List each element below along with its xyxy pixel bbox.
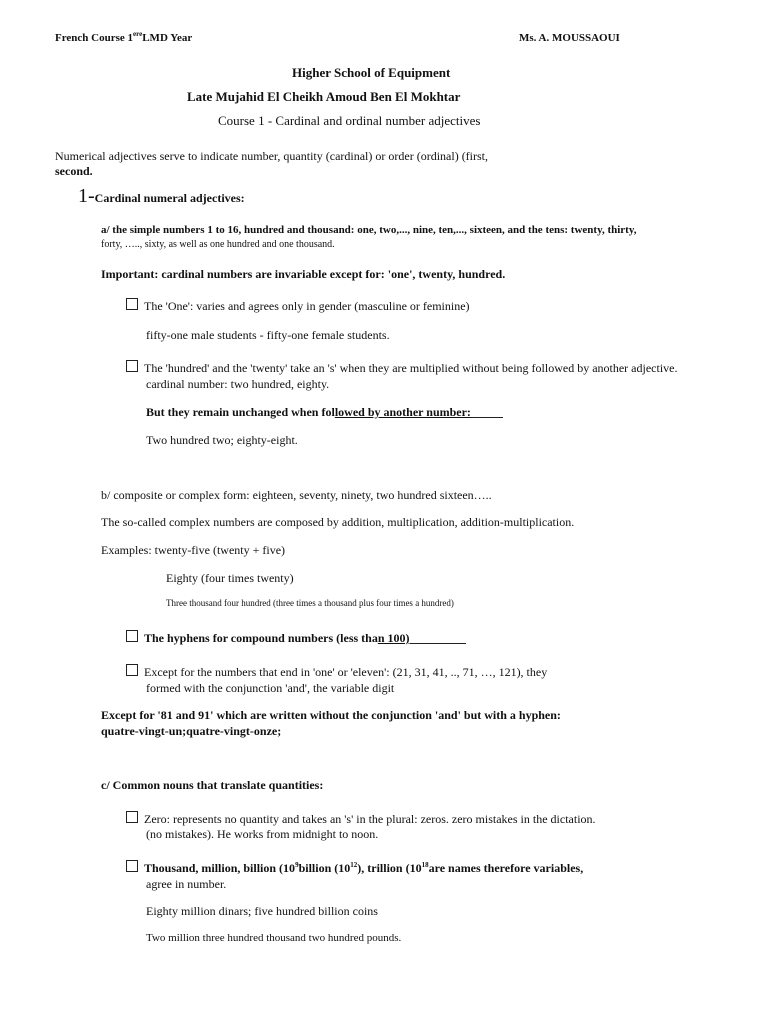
bullet-continuation: cardinal number: two hundred, eighty. — [146, 377, 330, 391]
bullet-continuation: (no mistakes). He works from midnight to noon. — [146, 827, 379, 841]
part-a-line: forty, ….., sixty, as well as one hundred and one thousand. — [101, 239, 335, 250]
bullet-item: The 'hundred' and the 'twenty' take an 's' when they are multiplied without being followed by another adjective. — [126, 360, 677, 376]
bullet-continuation: agree in number. — [146, 877, 227, 891]
bullet-item: Thousand, million, billion ($10^9billion$ $(10^{12})$, trillion ($10^{18}are$ names therefore variables, — [126, 860, 583, 876]
part-b-line: The so-called complex numbers are composed by addition, multiplication, addition-multiplication. — [101, 515, 575, 529]
bullet-item: Zero: represents no quantity and takes an 's' in the plural: zeros. zero mistakes in the dictation. — [126, 811, 596, 827]
checkbox-icon — [126, 664, 138, 676]
header-left: French Course 1ereLMD Year — [55, 30, 193, 44]
example-text: Three thousand four hundred (three times a thousand plus four times a hundred) — [166, 598, 454, 608]
example-text: Eighty million dinars; five hundred billion coins — [146, 904, 378, 918]
bullet-item: The 'One': varies and agrees only in gender (masculine or feminine) — [126, 298, 470, 314]
checkbox-icon — [126, 298, 138, 310]
intro-line: second. — [55, 164, 93, 178]
example-text: fifty-one male students - fifty-one female students. — [146, 328, 390, 342]
unchanged-note: But they remain unchanged when followed by another number: — [146, 405, 503, 420]
exception-note: Except for '81 and 91' which are written without the conjunction 'and' but with a hyphen: — [101, 708, 561, 722]
section-heading: 1-Cardinal numeral adjectives: — [78, 185, 245, 207]
header-author: Ms. A. MOUSSAOUI — [519, 32, 620, 44]
example-text: Two million three hundred thousand two hundred pounds. — [146, 932, 402, 944]
part-c-heading: c/ Common nouns that translate quantities: — [101, 778, 324, 792]
school-title: Higher School of Equipment — [292, 65, 451, 80]
underline-blank — [410, 631, 466, 644]
bullet-continuation: formed with the conjunction 'and', the variable digit — [146, 681, 395, 695]
checkbox-icon — [126, 860, 138, 872]
checkbox-icon — [126, 360, 138, 372]
intro-line: Numerical adjectives serve to indicate number, quantity (cardinal) or order (ordinal) (first, — [55, 149, 489, 163]
examples-line: Examples: twenty-five (twenty + five) — [101, 543, 286, 557]
underline-blank — [471, 405, 503, 418]
part-a-line: a/ the simple numbers 1 to 16, hundred and thousand: one, two,..., nine, ten,..., sixteen, and the tens: twenty, thirty, — [101, 224, 637, 236]
course-title: Course 1 - Cardinal and ordinal number adjectives — [218, 113, 481, 128]
bullet-item: Except for the numbers that end in 'one' or 'eleven': (21, 31, 41, .., 71, …, 121), they — [126, 664, 547, 680]
exception-note: quatre-vingt-un;quatre-vingt-onze; — [101, 724, 282, 738]
example-text: Eighty (four times twenty) — [166, 571, 294, 585]
example-text: Two hundred two; eighty-eight. — [146, 433, 298, 447]
checkbox-icon — [126, 811, 138, 823]
checkbox-icon — [126, 630, 138, 642]
important-note: Important: cardinal numbers are invariable except for: 'one', twenty, hundred. — [101, 267, 506, 281]
bullet-item: The hyphens for compound numbers (less than 100) — [126, 630, 466, 646]
founder-title: Late Mujahid El Cheikh Amoud Ben El Mokhtar — [187, 89, 461, 104]
part-b-line: b/ composite or complex form: eighteen, seventy, ninety, two hundred sixteen….. — [101, 488, 492, 502]
